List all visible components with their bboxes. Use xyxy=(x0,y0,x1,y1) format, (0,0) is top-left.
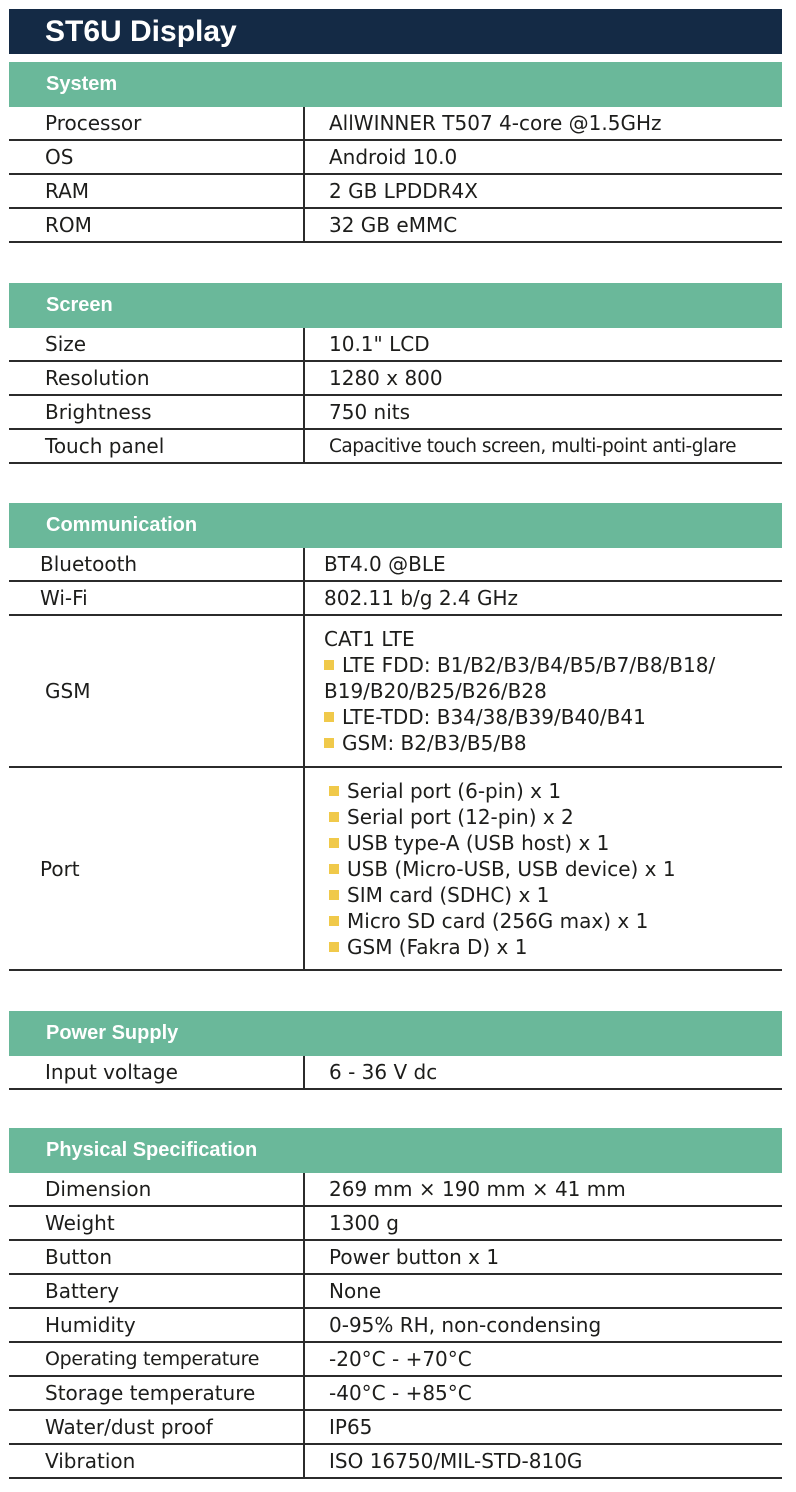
bullet-icon xyxy=(329,916,339,926)
row-label: Size xyxy=(9,328,305,360)
lte-tdd: LTE-TDD: B34/38/B39/B40/B41 xyxy=(342,705,646,729)
bullet-icon xyxy=(324,712,334,722)
row-label: Bluetooth xyxy=(9,548,305,580)
section-header-communication: Communication xyxy=(9,503,782,548)
row-label: Brightness xyxy=(9,396,305,428)
row-value: Capacitive touch screen, multi-point anti-glare xyxy=(329,435,737,457)
list-item xyxy=(324,730,527,756)
table-row xyxy=(9,548,782,582)
row-label: Weight xyxy=(9,1207,305,1239)
list-item xyxy=(329,882,549,908)
table-row xyxy=(9,175,782,209)
row-label: Touch panel xyxy=(9,430,305,462)
row-label: Button xyxy=(9,1241,305,1273)
section-header-system: System xyxy=(9,62,782,107)
row-value-port xyxy=(305,768,782,969)
table-row-gsm xyxy=(9,616,782,768)
section-communication xyxy=(9,503,782,971)
table-row xyxy=(9,141,782,175)
list-item xyxy=(324,652,715,678)
table-row xyxy=(9,328,782,362)
bullet-icon xyxy=(329,942,339,952)
table-row xyxy=(9,1241,782,1275)
table-row xyxy=(9,1309,782,1343)
row-value-gsm xyxy=(305,616,782,766)
section-screen xyxy=(9,283,782,464)
gsm-intro: CAT1 LTE xyxy=(324,627,415,651)
table-row xyxy=(9,1445,782,1479)
row-label: ROM xyxy=(9,209,305,241)
table-row xyxy=(9,1173,782,1207)
bullet-icon xyxy=(324,738,334,748)
table-row xyxy=(9,582,782,616)
row-value: 750 nits xyxy=(329,400,411,424)
port-item: Micro SD card (256G max) x 1 xyxy=(347,908,649,933)
section-system xyxy=(9,62,782,243)
row-value: 802.11 b/g 2.4 GHz xyxy=(324,586,519,610)
list-item xyxy=(329,934,527,960)
row-value: 32 GB eMMC xyxy=(329,213,458,237)
row-value: 1280 x 800 xyxy=(329,366,443,390)
row-label: GSM xyxy=(9,616,305,766)
row-value: -20°C - +70°C xyxy=(329,1347,472,1371)
row-label: OS xyxy=(9,141,305,173)
row-value: None xyxy=(329,1279,382,1303)
table-row xyxy=(9,1343,782,1377)
list-item xyxy=(329,908,648,934)
table-row-port xyxy=(9,768,782,971)
list-item xyxy=(329,830,609,856)
row-value: BT4.0 @BLE xyxy=(324,552,446,576)
table-row xyxy=(9,209,782,243)
bullet-icon xyxy=(329,890,339,900)
row-label: Processor xyxy=(9,107,305,139)
list-item xyxy=(329,804,574,830)
row-label: Wi-Fi xyxy=(9,582,305,614)
row-label: Water/dust proof xyxy=(9,1411,305,1443)
port-item: USB (Micro-USB, USB device) x 1 xyxy=(347,856,676,881)
table-row xyxy=(9,1056,782,1090)
row-label: Dimension xyxy=(9,1173,305,1205)
port-item: Serial port (12-pin) x 2 xyxy=(347,804,574,829)
row-value: ISO 16750/MIL-STD-810G xyxy=(329,1449,583,1473)
table-row xyxy=(9,1411,782,1445)
table-row xyxy=(9,1207,782,1241)
bullet-icon xyxy=(329,864,339,874)
row-value: AllWINNER T507 4-core @1.5GHz xyxy=(329,111,662,135)
row-value: 10.1" LCD xyxy=(329,332,430,356)
gsm-bands: GSM: B2/B3/B5/B8 xyxy=(342,731,527,755)
section-header-power-supply: Power Supply xyxy=(9,1011,782,1056)
section-power-supply xyxy=(9,1011,782,1090)
table-row xyxy=(9,1377,782,1411)
row-value: 269 mm × 190 mm × 41 mm xyxy=(329,1177,626,1201)
list-item xyxy=(329,778,561,804)
section-header-physical-specification: Physical Specification xyxy=(9,1128,782,1173)
row-label: Input voltage xyxy=(9,1056,305,1088)
row-value: Power button x 1 xyxy=(329,1245,500,1269)
row-label: Resolution xyxy=(9,362,305,394)
port-item: Serial port (6-pin) x 1 xyxy=(347,778,562,803)
section-physical-specification xyxy=(9,1128,782,1479)
row-label: Humidity xyxy=(9,1309,305,1341)
port-item: USB type-A (USB host) x 1 xyxy=(347,830,610,855)
table-row xyxy=(9,1275,782,1309)
row-value: 2 GB LPDDR4X xyxy=(329,179,478,203)
row-label: Storage temperature xyxy=(9,1377,305,1409)
bullet-icon xyxy=(329,786,339,796)
row-value: Android 10.0 xyxy=(329,145,458,169)
table-row xyxy=(9,396,782,430)
row-value: 0-95% RH, non-condensing xyxy=(329,1313,602,1337)
row-label: RAM xyxy=(9,175,305,207)
row-value: 6 - 36 V dc xyxy=(329,1060,438,1084)
bullet-icon xyxy=(324,660,334,670)
row-label: Battery xyxy=(9,1275,305,1307)
table-row xyxy=(9,430,782,464)
table-row xyxy=(9,107,782,141)
row-value: IP65 xyxy=(329,1415,373,1439)
row-label: Vibration xyxy=(9,1445,305,1477)
list-item xyxy=(324,704,646,730)
row-label: Operating temperature xyxy=(9,1343,305,1375)
row-label: Port xyxy=(9,768,305,969)
row-value: 1300 g xyxy=(329,1211,399,1235)
bullet-icon xyxy=(329,812,339,822)
row-value: -40°C - +85°C xyxy=(329,1381,472,1405)
port-item: SIM card (SDHC) x 1 xyxy=(347,882,550,907)
bullet-icon xyxy=(329,838,339,848)
lte-fdd-line1: LTE FDD: B1/B2/B3/B4/B5/B7/B8/B18/ xyxy=(342,653,716,677)
list-item xyxy=(329,856,676,882)
page-title: ST6U Display xyxy=(9,9,782,54)
port-item: GSM (Fakra D) x 1 xyxy=(347,934,528,959)
table-row xyxy=(9,362,782,396)
lte-fdd-line2: B19/B20/B25/B26/B28 xyxy=(324,679,547,703)
section-header-screen: Screen xyxy=(9,283,782,328)
